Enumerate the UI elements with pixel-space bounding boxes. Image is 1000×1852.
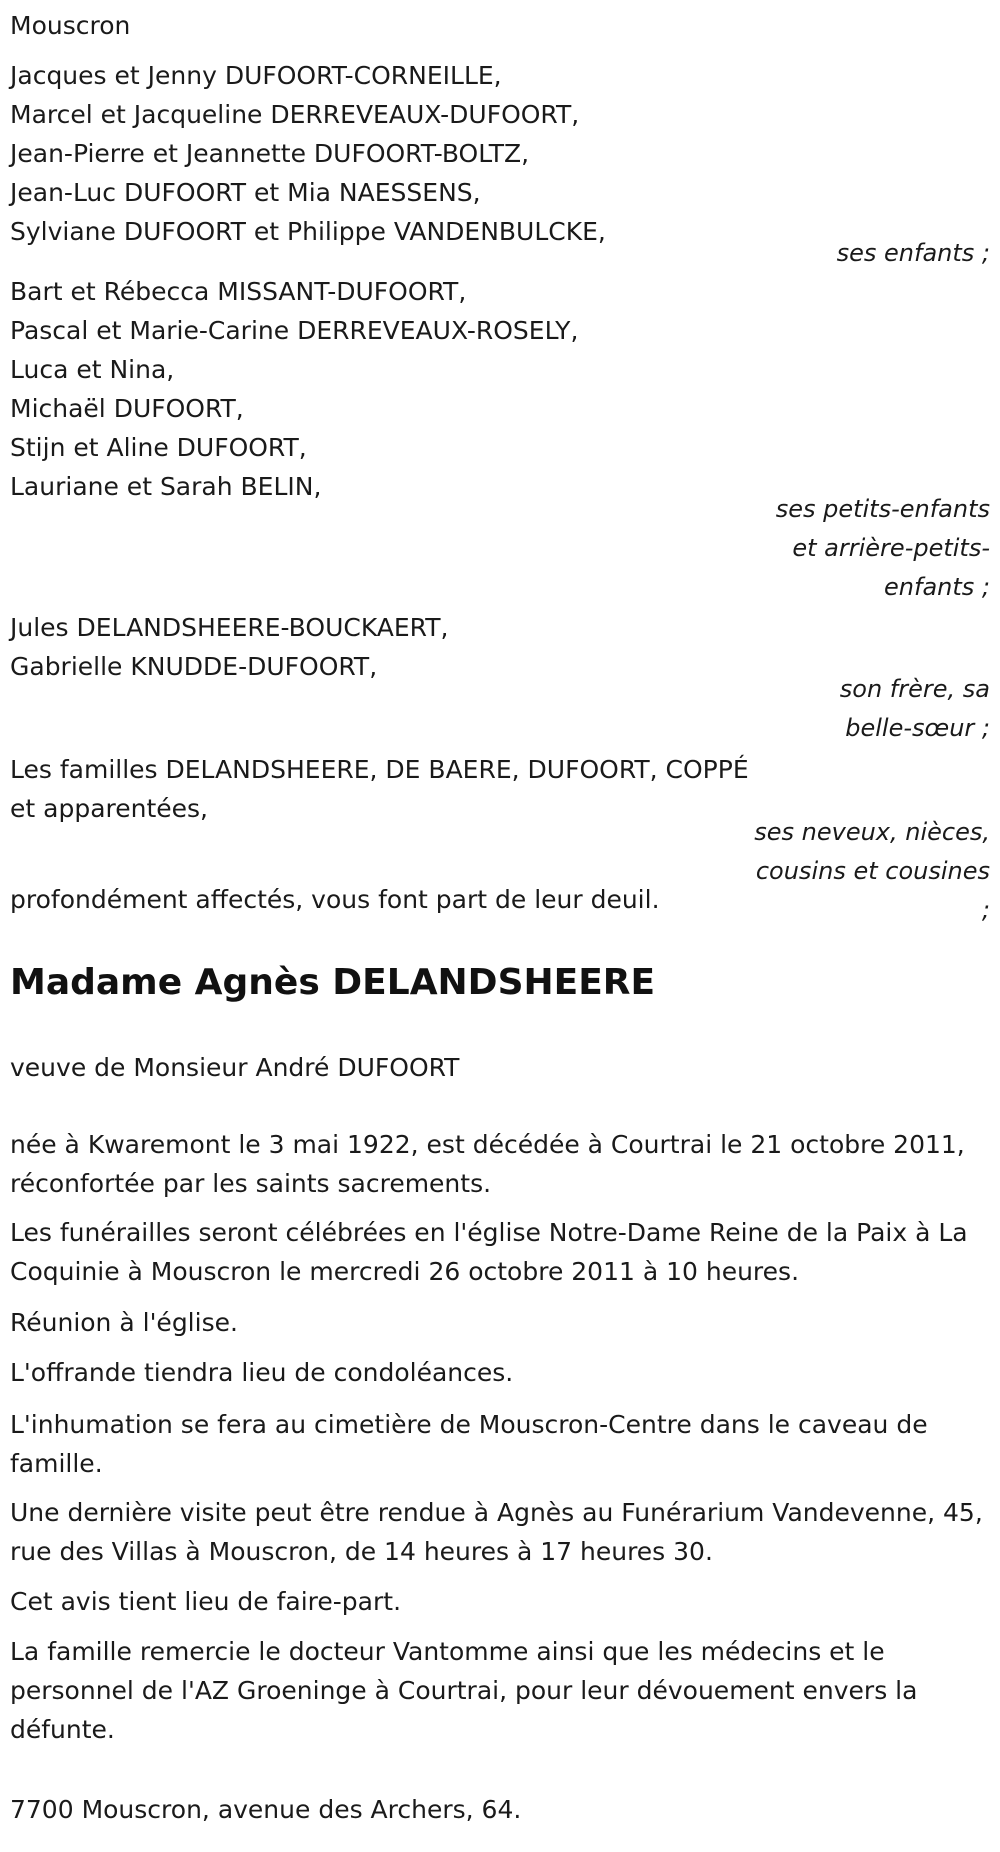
address: 7700 Mouscron, avenue des Archers, 64.	[10, 1795, 522, 1824]
name-line: Sylviane DUFOORT et Philippe VANDENBULCKE,	[10, 217, 606, 246]
children-names	[10, 56, 790, 251]
paragraph-faire-part: Cet avis tient lieu de faire-part.	[10, 1587, 402, 1616]
name-line: Gabrielle KNUDDE-DUFOORT,	[10, 652, 378, 681]
role-line: son frère, sa	[839, 675, 990, 703]
role-line: cousins et cousines	[755, 857, 990, 885]
role-line: ses petits-enfants	[775, 495, 990, 523]
name-line: Jacques et Jenny DUFOORT-CORNEILLE,	[10, 61, 502, 90]
role-line: ;	[981, 896, 990, 924]
name-line: Jean-Luc DUFOORT et Mia NAESSENS,	[10, 178, 481, 207]
name-line: Lauriane et Sarah BELIN,	[10, 472, 322, 501]
paragraph-funeral: Les funérailles seront célébrées en l'église Notre-Dame Reine de la Paix à La Coquinie à Mouscron le mercredi 26 octobre 2011 à 10 heures.	[10, 1218, 968, 1286]
children-role	[750, 234, 990, 273]
name-line: Marcel et Jacqueline DERREVEAUX-DUFOORT,	[10, 100, 580, 129]
role-line: belle-sœur ;	[845, 714, 990, 742]
paragraph-visit: Une dernière visite peut être rendue à Agnès au Funérarium Vandevenne, 45, rue des Villas à Mouscron, de 14 heures à 17 heures 30.	[10, 1498, 983, 1566]
name-line: Les familles DELANDSHEERE, DE BAERE, DUFOORT, COPPÉ	[10, 755, 749, 784]
name-line: Pascal et Marie-Carine DERREVEAUX-ROSELY,	[10, 316, 579, 345]
closing-line: profondément affectés, vous font part de leur deuil.	[10, 885, 660, 914]
paragraph-burial: L'inhumation se fera au cimetière de Mouscron-Centre dans le caveau de famille.	[10, 1410, 928, 1478]
paragraph-meeting: Réunion à l'église.	[10, 1308, 238, 1337]
paragraph-offering: L'offrande tiendra lieu de condoléances.	[10, 1358, 514, 1387]
deceased-name: Madame Agnès DELANDSHEERE	[10, 962, 656, 1003]
role-line: ses neveux, nièces,	[754, 818, 990, 846]
paragraph-birth-death: née à Kwaremont le 3 mai 1922, est décédée à Courtrai le 21 octobre 2011, réconfortée par les saints sacrements.	[10, 1130, 965, 1198]
extended-family-names	[10, 750, 790, 828]
grandchildren-role	[750, 490, 990, 607]
role-line: enfants ;	[884, 573, 990, 601]
name-line: Michaël DUFOORT,	[10, 394, 244, 423]
widow-of: veuve de Monsieur André DUFOORT	[10, 1053, 460, 1082]
place-heading: Mouscron	[10, 11, 131, 40]
siblings-names	[10, 608, 790, 686]
name-line: et apparentées,	[10, 794, 208, 823]
name-line: Bart et Rébecca MISSANT-DUFOORT,	[10, 277, 467, 306]
siblings-role	[750, 670, 990, 748]
paragraph-thanks: La famille remercie le docteur Vantomme ainsi que les médecins et le personnel de l'AZ Groeninge à Courtrai, pour leur dévouement envers la défunte.	[10, 1637, 918, 1744]
role-line: ses enfants ;	[836, 239, 990, 267]
name-line: Jules DELANDSHEERE-BOUCKAERT,	[10, 613, 449, 642]
role-line: et arrière-petits-	[792, 534, 990, 562]
name-line: Luca et Nina,	[10, 355, 175, 384]
name-line: Jean-Pierre et Jeannette DUFOORT-BOLTZ,	[10, 139, 530, 168]
grandchildren-names	[10, 272, 790, 506]
name-line: Stijn et Aline DUFOORT,	[10, 433, 307, 462]
